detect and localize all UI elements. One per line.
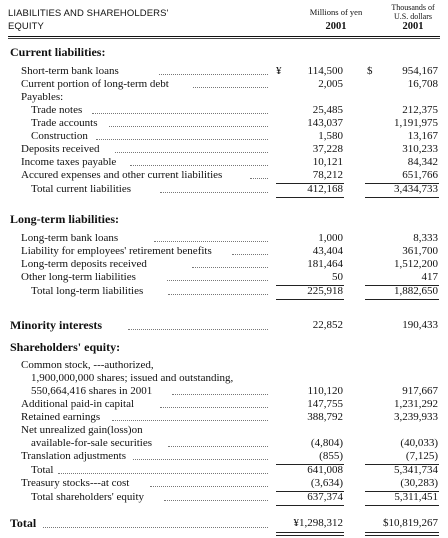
usd-value: (7,125) [405, 450, 438, 462]
yen-value: 2,005 [318, 78, 343, 90]
row-label: Common stock, ---authorized, [21, 359, 154, 371]
total-rule [365, 505, 439, 506]
header-rule-thin [8, 38, 440, 39]
leader-dots [192, 267, 268, 268]
table-row [0, 245, 448, 258]
yen-value: 388,792 [307, 411, 343, 423]
table-row [0, 450, 448, 463]
yen-value: 114,500 [307, 65, 343, 77]
yen-value: 637,374 [307, 491, 343, 503]
row-label: Total [31, 464, 54, 476]
table-row [0, 65, 448, 78]
row-label: available-for-sale securities [31, 437, 153, 449]
leader-dots [58, 473, 268, 474]
usd-value: 651,766 [402, 169, 438, 181]
leader-dots [168, 446, 268, 447]
usd-value: 16,708 [407, 78, 438, 90]
leader-dots [168, 294, 268, 295]
usd-value: 954,167 [402, 65, 438, 77]
leader-dots [112, 420, 268, 421]
row-label: 1,900,000,000 shares; issued and outstanding, [31, 372, 234, 384]
leader-dots [128, 329, 268, 330]
yen-value: 22,852 [312, 319, 343, 331]
yen-value: 78,212 [312, 169, 343, 181]
row-label: Deposits received [21, 143, 100, 155]
col1-unit: Millions of yen [309, 7, 363, 17]
yen-value: ¥1,298,312 [293, 517, 343, 529]
table-row [0, 91, 448, 104]
leader-dots [172, 394, 268, 395]
grand-total-double-rule [276, 532, 344, 536]
header-rule [8, 36, 440, 37]
row-label: Other long-term liabilities [21, 271, 136, 283]
table-row [0, 437, 448, 450]
usd-value: 361,700 [402, 245, 438, 257]
row-label: Translation adjustments [21, 450, 127, 462]
table-header [0, 0, 448, 36]
yen-value: 1,000 [318, 232, 343, 244]
col2-unit-line2: U.S. dollars [394, 12, 432, 21]
total-rule [276, 299, 344, 300]
usd-value: 310,233 [402, 143, 438, 155]
table-row [0, 318, 448, 333]
row-label: Retained earnings [21, 411, 101, 423]
section-shareholders-equity: Shareholders' equity: [10, 340, 121, 354]
usd-value: $10,819,267 [383, 517, 438, 529]
row-label: Accured expenses and other current liabilities [21, 169, 223, 181]
leader-dots [160, 407, 268, 408]
row-label: Minority interests [10, 318, 103, 332]
row-label: 550,664,416 shares in 2001 [31, 385, 153, 397]
usd-value: 5,341,734 [394, 464, 438, 476]
leader-dots [130, 165, 268, 166]
usd-value: 917,667 [402, 385, 438, 397]
table-row [0, 372, 448, 385]
table-row [0, 285, 448, 298]
table-row [0, 156, 448, 169]
table-row [0, 464, 448, 477]
total-rule [276, 505, 344, 506]
yen-value: 37,228 [312, 143, 343, 155]
section-current-liabilities: Current liabilities: [10, 45, 106, 59]
table-row [0, 183, 448, 196]
yen-value: (4,804) [310, 437, 343, 449]
yen-symbol: ¥ [276, 65, 282, 77]
header-title [8, 7, 168, 33]
row-label: Long-term deposits received [21, 258, 147, 270]
usd-value: 8,333 [413, 232, 438, 244]
row-label: Liability for employees' retirement benefits [21, 245, 212, 257]
row-label: Trade accounts [31, 117, 98, 129]
usd-value: 1,191,975 [394, 117, 438, 129]
table-row [0, 424, 448, 437]
table-row [0, 143, 448, 156]
row-label: Payables: [21, 91, 64, 103]
usd-value: 84,342 [407, 156, 438, 168]
col2-unit-line1: Thousands of [391, 3, 435, 12]
row-label: Total shareholders' equity [31, 491, 145, 503]
table-row [0, 477, 448, 490]
leader-dots [159, 74, 268, 75]
usd-value: (40,033) [400, 437, 438, 449]
total-rule [276, 197, 344, 198]
leader-dots [154, 241, 268, 242]
usd-value: 1,512,200 [394, 258, 438, 270]
yen-value: 225,918 [307, 285, 343, 297]
row-label: Long-term bank loans [21, 232, 119, 244]
usd-value: 190,433 [402, 319, 438, 331]
usd-value: 1,882,650 [394, 285, 438, 297]
leader-dots [96, 139, 268, 140]
usd-value: 13,167 [407, 130, 438, 142]
section-long-term-liabilities: Long-term liabilities: [10, 212, 119, 226]
grand-total-double-rule [365, 532, 439, 536]
row-label: Income taxes payable [21, 156, 117, 168]
leader-dots [92, 113, 268, 114]
table-row [0, 258, 448, 271]
row-label: Short-term bank loans [21, 65, 119, 77]
usd-value: 3,434,733 [394, 183, 438, 195]
usd-value: 5,311,451 [394, 491, 438, 503]
total-rule [365, 197, 439, 198]
yen-value: (855) [319, 450, 343, 462]
table-row [0, 104, 448, 117]
leader-dots [232, 254, 268, 255]
yen-value: 143,037 [307, 117, 343, 129]
yen-value: 641,008 [307, 464, 343, 476]
yen-value: 110,120 [307, 385, 343, 397]
leader-dots [250, 178, 268, 179]
table-row [0, 359, 448, 372]
col1-year: 2001 [325, 21, 347, 32]
leader-dots [150, 486, 268, 487]
usd-symbol: $ [367, 65, 373, 77]
table-row [0, 232, 448, 245]
row-label: Current portion of long-term debt [21, 78, 169, 90]
row-label: Additional paid-in capital [21, 398, 135, 410]
table-row [0, 398, 448, 411]
row-label: Total long-term liabilities [31, 285, 144, 297]
leader-dots [133, 459, 268, 460]
usd-value: (30,283) [400, 477, 438, 489]
row-label: Total [10, 516, 37, 530]
yen-value: 10,121 [312, 156, 343, 168]
yen-value: 412,168 [307, 183, 343, 195]
yen-value: 25,485 [312, 104, 343, 116]
table-row [0, 117, 448, 130]
header-title-line2: EQUITY [8, 21, 44, 32]
table-row [0, 271, 448, 284]
leader-dots [167, 280, 268, 281]
yen-value: 43,404 [312, 245, 343, 257]
col2-unit [383, 3, 443, 21]
table-row [0, 385, 448, 398]
yen-value: 1,580 [318, 130, 343, 142]
yen-value: 181,464 [307, 258, 343, 270]
table-row [0, 78, 448, 91]
leader-dots [115, 152, 268, 153]
row-label: Treasury stocks---at cost [21, 477, 130, 489]
row-label: Construction [31, 130, 88, 142]
row-label: Net unrealized gain(loss)on [21, 424, 143, 436]
yen-value: 50 [332, 271, 343, 283]
leader-dots [193, 87, 268, 88]
table-row [0, 516, 448, 531]
yen-value: (3,634) [310, 477, 343, 489]
table-row [0, 491, 448, 504]
table-row [0, 411, 448, 424]
leader-dots [43, 527, 268, 528]
usd-value: 3,239,933 [394, 411, 438, 423]
header-title-line1: LIABILITIES AND SHAREHOLDERS' [8, 8, 169, 19]
table-row [0, 169, 448, 182]
leader-dots [109, 126, 268, 127]
row-label: Trade notes [31, 104, 83, 116]
leader-dots [164, 500, 268, 501]
row-label: Total current liabilities [31, 183, 132, 195]
leader-dots [160, 192, 268, 193]
yen-value: 147,755 [307, 398, 343, 410]
usd-value: 417 [421, 271, 438, 283]
col2-year: 2001 [402, 21, 424, 32]
usd-value: 212,375 [402, 104, 438, 116]
usd-value: 1,231,292 [394, 398, 438, 410]
total-rule [365, 299, 439, 300]
table-row [0, 130, 448, 143]
